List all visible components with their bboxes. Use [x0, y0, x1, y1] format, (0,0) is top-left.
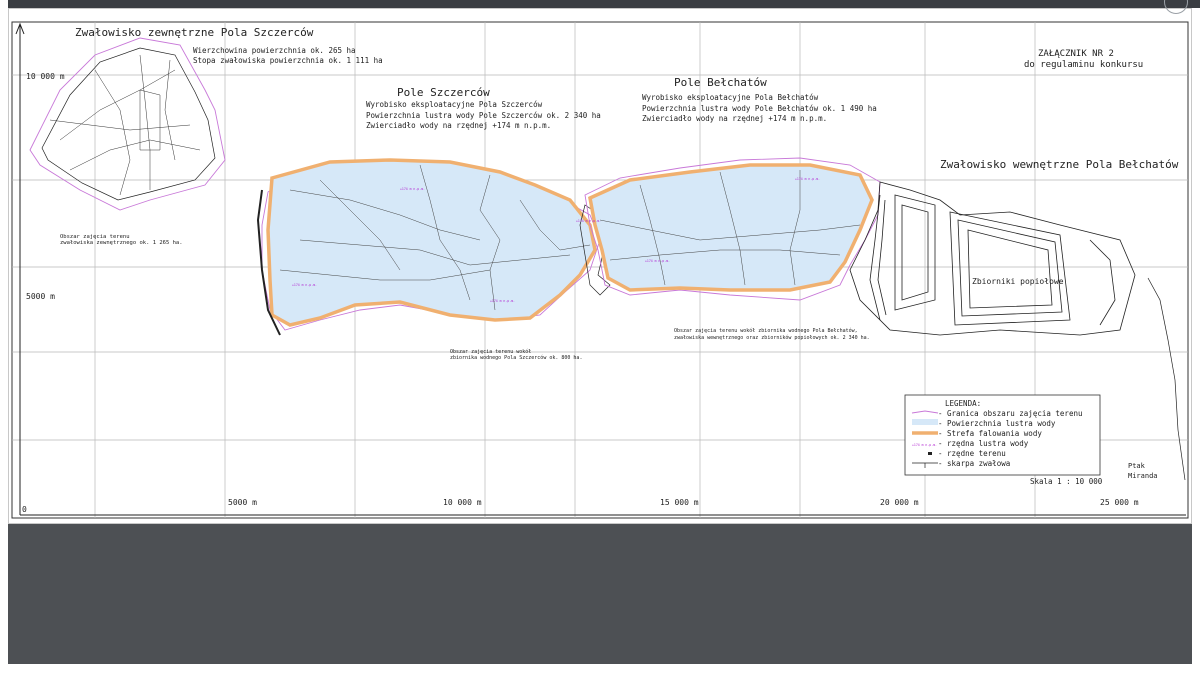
x-axis-label: 20 000 m: [880, 498, 919, 507]
legend-item: - rzędna lustra wody: [938, 439, 1029, 448]
signature-line-1: Ptak: [1128, 462, 1145, 470]
szczercow-title: Pole Szczerców: [397, 86, 490, 99]
szczercow-water: [268, 160, 595, 325]
water-level-marker: +174 m n.p.m.: [292, 283, 317, 287]
y-axis-label: 5000 m: [26, 292, 55, 301]
outer-dump-title: Zwałowisko zewnętrzne Pola Szczerców: [75, 26, 314, 39]
szczercow-line1: Wyrobisko eksploatacyjne Pola Szczerców: [366, 100, 543, 109]
inner-dump-title: Zwałowisko wewnętrzne Pola Bełchatów: [940, 158, 1179, 171]
szczercow-line3: Zwierciadło wody na rzędnej +174 m n.p.m.: [366, 121, 552, 130]
scale-label: Skala 1 : 10 000: [1030, 477, 1103, 486]
legend-title: LEGENDA:: [945, 399, 982, 408]
szczercow-occupied-1: Obszar zajęcia terenu wokół: [450, 349, 532, 355]
water-level-marker: +174 m n.p.m.: [576, 219, 601, 223]
legend-item: - skarpa zwałowa: [938, 459, 1011, 468]
legend-level-sample: +174 m n.p.m.: [912, 443, 937, 447]
water-level-marker: +174 m n.p.m.: [490, 299, 515, 303]
x-axis-label: 10 000 m: [443, 498, 482, 507]
water-level-marker: +174 m n.p.m.: [795, 177, 820, 181]
belchatow-line3: Zwierciadło wody na rzędnej +174 m n.p.m.: [642, 114, 828, 123]
y-axis-label: 10 000 m: [26, 72, 65, 81]
water-level-marker: +174 m n.p.m.: [400, 187, 425, 191]
annex-title: ZAŁĄCZNIK NR 2: [1038, 49, 1114, 59]
inner-dump-shape: [850, 182, 1135, 335]
legend: [905, 395, 1100, 475]
belchatow-title: Pole Bełchatów: [674, 76, 767, 89]
x-axis-label: 15 000 m: [660, 498, 699, 507]
legend-item: - Granica obszaru zajęcia terenu: [938, 409, 1083, 418]
water-level-marker: +174 m n.p.m.: [645, 259, 670, 263]
legend-item: - rzędne terenu: [938, 449, 1006, 458]
belchatow-line1: Wyrobisko eksploatacyjne Pola Bełchatów: [642, 93, 819, 102]
x-axis-label: 5000 m: [228, 498, 257, 507]
ash-tanks-label: Zbiorniki popiołowe: [972, 277, 1064, 286]
outer-dump-foot-area: Stopa zwałowiska powierzchnia ok. 1 111 ha: [193, 56, 383, 65]
legend-item: - Powierzchnia lustra wody: [938, 419, 1056, 428]
belchatow-occupied-1: Obszar zajęcia terenu wokół zbiornika wodnego Pola Bełchatów,: [674, 328, 858, 334]
belchatow-water: [590, 165, 872, 290]
x-axis-label: 25 000 m: [1100, 498, 1139, 507]
annex-subtitle: do regulaminu konkursu: [1024, 60, 1144, 70]
outer-dump-occupied-1: Obszar zajęcia terenu: [60, 234, 130, 240]
belchatow-line2: Powierzchnia lustra wody Pole Bełchatów ok. 1 490 ha: [642, 104, 877, 113]
outer-dump-top-area: Wierzchowina powierzchnia ok. 265 ha: [193, 46, 356, 55]
szczercow-line2: Powierzchnia lustra wody Pole Szczerców ok. 2 340 ha: [366, 111, 601, 120]
signature-line-2: Miranda: [1128, 472, 1158, 480]
legend-item: - Strefa falowania wody: [938, 429, 1042, 438]
y-axis-label: 0: [22, 505, 27, 514]
szczercow-occupied-2: zbiornika wodnego Pola Szczerców ok. 800 ha.: [450, 355, 583, 361]
outer-dump-occupied-2: zwałowiska zewnętrznego ok. 1 265 ha.: [60, 240, 183, 246]
belchatow-occupied-2: zwałowiska wewnętrznego oraz zbiorników popiołowych ok. 2 340 ha.: [674, 335, 870, 341]
